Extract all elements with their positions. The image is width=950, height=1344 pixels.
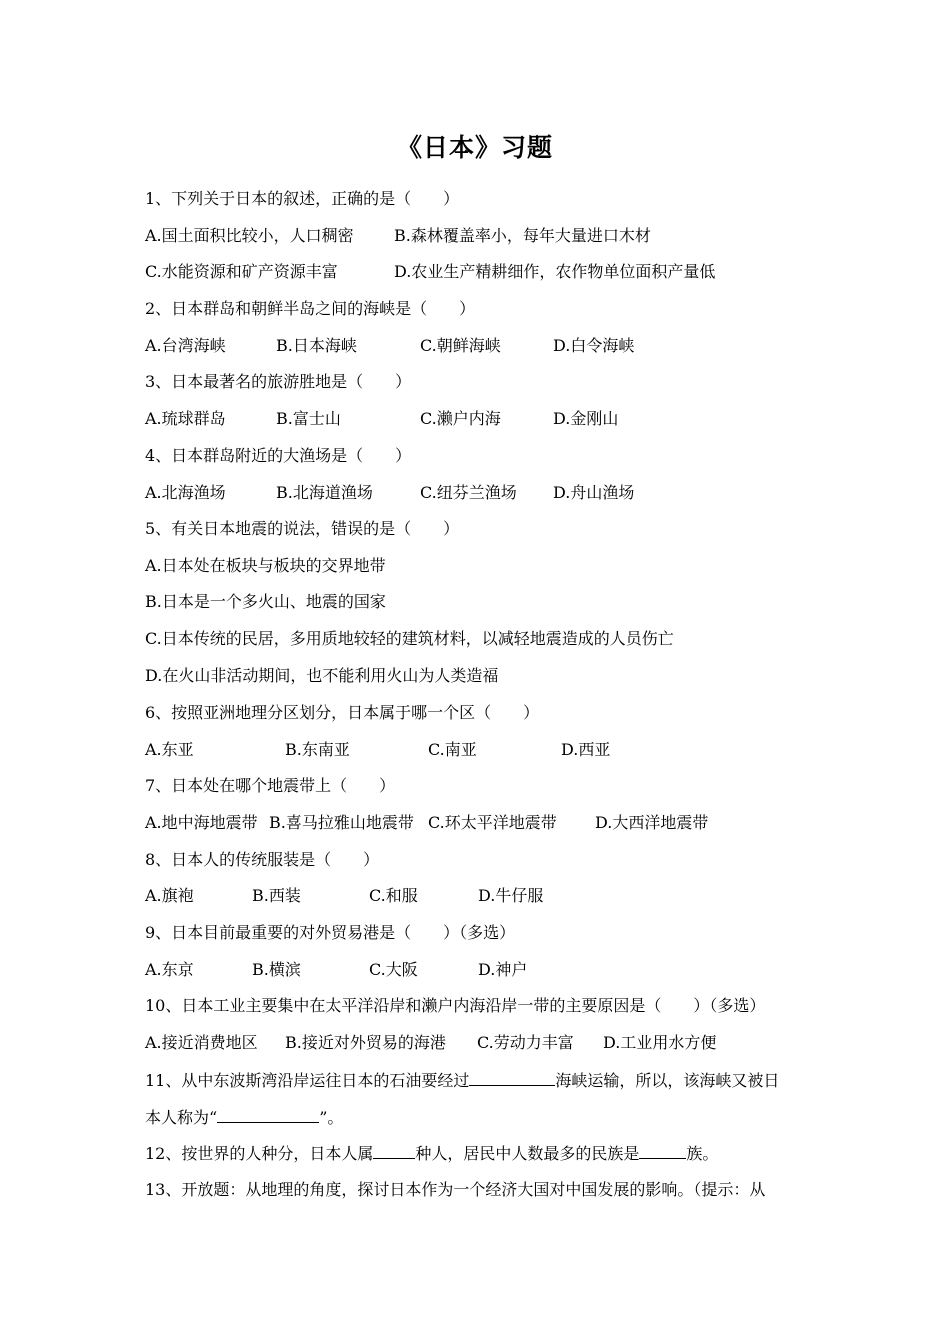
question-6-option-c: C.南亚	[428, 740, 477, 759]
question-7-option-d: D.大西洋地震带	[595, 813, 709, 832]
question-12-text-1: 12、按世界的人种分，日本人属	[145, 1144, 374, 1163]
question-7-stem: 7、日本处在哪个地震带上（ ）	[145, 776, 396, 795]
question-8-options	[145, 885, 845, 907]
question-7-option-b: B.喜马拉雅山地震带	[269, 813, 414, 832]
question-7-option-c: C.环太平洋地震带	[428, 813, 557, 832]
answer-blank-nickname[interactable]	[217, 1106, 319, 1123]
question-3-option-d: D.金刚山	[553, 409, 619, 428]
question-1-stem: 1、下列关于日本的叙述，正确的是（ ）	[145, 189, 460, 208]
question-2-option-c: C.朝鲜海峡	[420, 336, 501, 355]
question-5-option-d: D.在火山非活动期间，也不能利用火山为人类造福	[145, 666, 499, 685]
question-5-stem: 5、有关日本地震的说法，错误的是（ ）	[145, 519, 460, 538]
question-6-option-a: A.东亚	[145, 740, 194, 759]
question-7-options	[145, 812, 845, 834]
question-8-option-a: A.旗袍	[145, 886, 194, 905]
question-5-option-a: A.日本处在板块与板块的交界地带	[145, 556, 386, 575]
question-4-options	[145, 482, 845, 504]
question-10-option-b: B.接近对外贸易的海港	[285, 1033, 446, 1052]
question-1-options-row-1	[145, 225, 845, 247]
question-11-text-3: 本人称为“	[145, 1108, 218, 1127]
question-11-text-1: 11、从中东波斯湾沿岸运往日本的石油要经过	[145, 1071, 470, 1090]
question-8-option-b: B.西装	[252, 886, 301, 905]
question-11-text-2: 海峡运输，所以，该海峡又被日	[555, 1071, 780, 1090]
question-10-stem: 10、日本工业主要集中在太平洋沿岸和濑户内海沿岸一带的主要原因是（ ）（多选）	[145, 996, 766, 1015]
question-1-options-row-2	[145, 261, 845, 283]
question-4-option-a: A.北海渔场	[145, 483, 226, 502]
question-9-option-a: A.东京	[145, 960, 194, 979]
question-4-option-d: D.舟山渔场	[553, 483, 635, 502]
question-5-option-b: B.日本是一个多火山、地震的国家	[145, 592, 386, 611]
question-6-option-b: B.东南亚	[285, 740, 350, 759]
question-3-stem: 3、日本最著名的旅游胜地是（ ）	[145, 372, 412, 391]
question-10-option-d: D.工业用水方便	[603, 1033, 717, 1052]
question-4-stem: 4、日本群岛附近的大渔场是（ ）	[145, 446, 412, 465]
question-12-line	[145, 1142, 718, 1165]
question-8-option-c: C.和服	[369, 886, 418, 905]
answer-blank-strait[interactable]	[469, 1069, 555, 1086]
question-11-text-4: ”。	[319, 1108, 344, 1127]
answer-blank-race[interactable]	[373, 1142, 415, 1159]
question-11-line-2	[145, 1106, 343, 1129]
question-1-option-c: C.水能资源和矿产资源丰富	[145, 262, 338, 281]
question-2-option-a: A.台湾海峡	[145, 336, 226, 355]
question-4-option-b: B.北海道渔场	[276, 483, 373, 502]
question-2-stem: 2、日本群岛和朝鲜半岛之间的海峡是（ ）	[145, 299, 476, 318]
question-9-option-d: D.神户	[478, 960, 528, 979]
question-3-option-a: A.琉球群岛	[145, 409, 226, 428]
question-6-options	[145, 739, 845, 761]
question-10-option-a: A.接近消费地区	[145, 1033, 258, 1052]
question-6-stem: 6、按照亚洲地理分区划分，日本属于哪一个区（ ）	[145, 703, 540, 722]
question-11-line-1	[145, 1069, 779, 1092]
question-1-option-b: B.森林覆盖率小，每年大量进口木材	[394, 226, 651, 245]
question-6-option-d: D.西亚	[561, 740, 611, 759]
question-1-option-d: D.农业生产精耕细作，农作物单位面积产量低	[394, 262, 716, 281]
question-2-option-b: B.日本海峡	[276, 336, 357, 355]
question-2-option-d: D.白令海峡	[553, 336, 635, 355]
question-9-option-b: B.横滨	[252, 960, 301, 979]
question-3-option-c: C.濑户内海	[420, 409, 501, 428]
question-12-text-3: 族。	[686, 1144, 719, 1163]
question-5-option-c: C.日本传统的民居，多用质地较轻的建筑材料，以减轻地震造成的人员伤亡	[145, 629, 674, 648]
page-title: 《日本》习题	[396, 133, 553, 162]
question-13-stem: 13、开放题：从地理的角度，探讨日本作为一个经济大国对中国发展的影响。（提示：从	[145, 1180, 766, 1199]
question-8-stem: 8、日本人的传统服装是（ ）	[145, 850, 380, 869]
question-10-options	[145, 1032, 845, 1054]
question-2-options	[145, 335, 845, 357]
question-12-text-2: 种人，居民中人数最多的民族是	[415, 1144, 640, 1163]
question-3-option-b: B.富士山	[276, 409, 341, 428]
question-9-stem: 9、日本目前最重要的对外贸易港是（ ）（多选）	[145, 923, 516, 942]
question-9-options	[145, 959, 845, 981]
question-4-option-c: C.纽芬兰渔场	[420, 483, 517, 502]
answer-blank-ethnicity[interactable]	[639, 1142, 686, 1159]
question-7-option-a: A.地中海地震带	[145, 813, 258, 832]
question-8-option-d: D.牛仔服	[478, 886, 544, 905]
question-9-option-c: C.大阪	[369, 960, 418, 979]
question-10-option-c: C.劳动力丰富	[477, 1033, 574, 1052]
question-1-option-a: A.国土面积比较小，人口稠密	[145, 226, 354, 245]
question-3-options	[145, 408, 845, 430]
